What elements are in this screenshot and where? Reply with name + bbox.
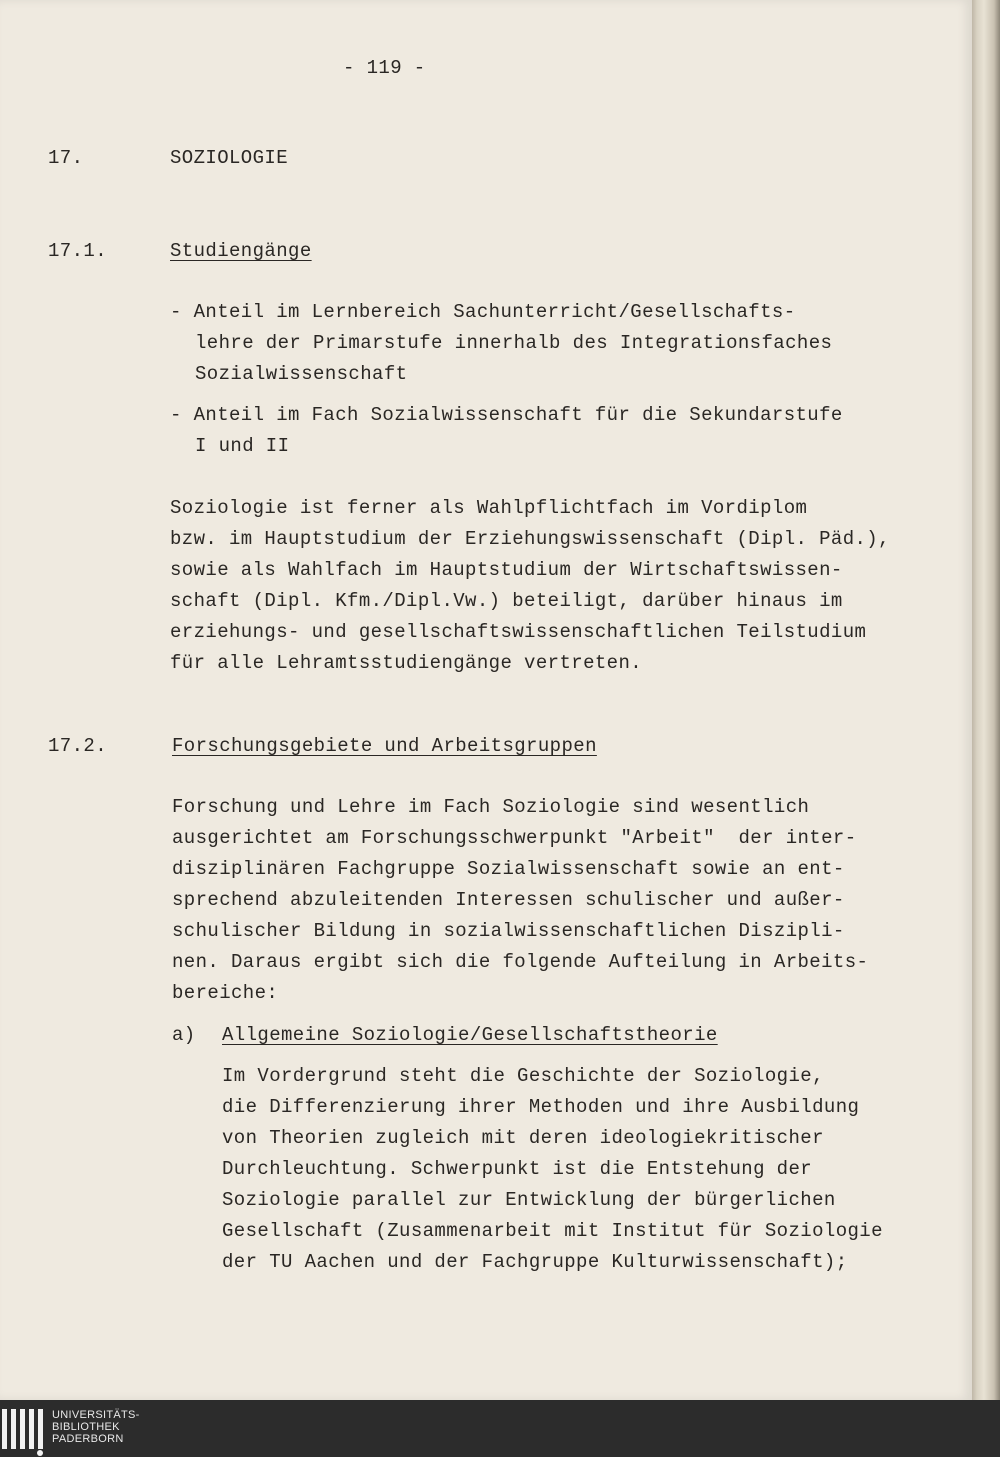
paragraph-line: ausgerichtet am Forschungsschwerpunkt "Arbeit" der inter- xyxy=(172,827,857,849)
paragraph-line: Soziologie ist ferner als Wahlpflichtfach im Vordiplom xyxy=(170,497,808,519)
page-edge xyxy=(972,0,1000,1400)
logo-line: BIBLIOTHEK xyxy=(52,1421,120,1433)
bullet-2-line: - Anteil im Fach Sozialwissenschaft für die Sekundarstufe xyxy=(170,404,843,426)
paragraph-line: bzw. im Hauptstudium der Erziehungswissenschaft (Dipl. Päd.), xyxy=(170,528,890,550)
subsection-1-number: 17.1. xyxy=(48,240,108,262)
paragraph-line: bereiche: xyxy=(172,982,279,1004)
item-a-line: die Differenzierung ihrer Methoden und ihre Ausbildung xyxy=(222,1096,860,1118)
item-a-line: Im Vordergrund steht die Geschichte der Soziologie, xyxy=(222,1065,824,1087)
section-number: 17. xyxy=(48,147,84,169)
item-a-label: a) xyxy=(172,1024,196,1046)
item-a-line: Gesellschaft (Zusammenarbeit mit Institut für Soziologie xyxy=(222,1220,883,1242)
item-a-title: Allgemeine Soziologie/Gesellschaftstheorie xyxy=(222,1024,718,1046)
section-title: SOZIOLOGIE xyxy=(170,147,289,169)
subsection-2-number: 17.2. xyxy=(48,735,108,757)
paragraph-line: nen. Daraus ergibt sich die folgende Aufteilung in Arbeits- xyxy=(172,951,869,973)
paragraph-line: Forschung und Lehre im Fach Soziologie sind wesentlich xyxy=(172,796,810,818)
subsection-1-title: Studiengänge xyxy=(170,240,312,262)
paragraph-line: schulischer Bildung in sozialwissenschaftlichen Diszipli- xyxy=(172,920,845,942)
paragraph-line: disziplinären Fachgruppe Sozialwissenschaft sowie an ent- xyxy=(172,858,845,880)
library-logo xyxy=(0,1407,200,1457)
paragraph-line: für alle Lehramtsstudiengänge vertreten. xyxy=(170,652,643,674)
library-logo-icon xyxy=(2,1409,46,1455)
paragraph-line: sowie als Wahlfach im Hauptstudium der Wirtschaftswissen- xyxy=(170,559,843,581)
library-logo-text xyxy=(52,1409,140,1445)
paragraph-line: schaft (Dipl. Kfm./Dipl.Vw.) beteiligt, darüber hinaus im xyxy=(170,590,843,612)
subsection-2-title: Forschungsgebiete und Arbeitsgruppen xyxy=(172,735,597,757)
bullet-2-line: I und II xyxy=(195,435,290,457)
paragraph-line: erziehungs- und gesellschaftswissenschaftlichen Teilstudium xyxy=(170,621,867,643)
item-a-line: Durchleuchtung. Schwerpunkt ist die Entstehung der xyxy=(222,1158,813,1180)
logo-line: PADERBORN xyxy=(52,1433,124,1445)
bullet-1-line: lehre der Primarstufe innerhalb des Integrationsfaches xyxy=(195,332,833,354)
paragraph-line: sprechend abzuleitenden Interessen schulischer und außer- xyxy=(172,889,845,911)
bullet-1-line: - Anteil im Lernbereich Sachunterricht/Gesellschafts- xyxy=(170,301,796,323)
item-a-line: Soziologie parallel zur Entwicklung der bürgerlichen xyxy=(222,1189,836,1211)
library-logo-dot xyxy=(37,1450,43,1456)
logo-line: UNIVERSITÄTS- xyxy=(52,1409,140,1421)
bullet-1-line: Sozialwissenschaft xyxy=(195,363,408,385)
item-a-line: von Theorien zugleich mit deren ideologiekritischer xyxy=(222,1127,824,1149)
page-number: - 119 - xyxy=(343,57,426,79)
item-a-line: der TU Aachen und der Fachgruppe Kulturwissenschaft); xyxy=(222,1251,848,1273)
